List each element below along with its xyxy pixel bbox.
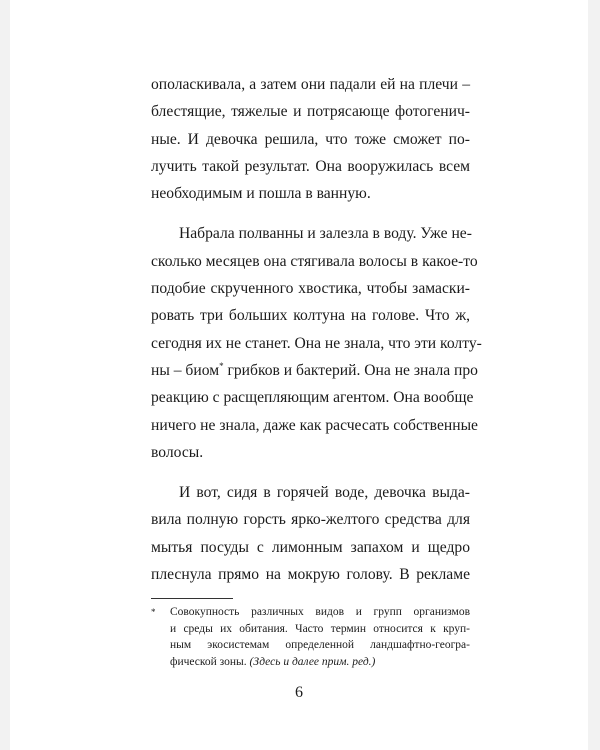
main-text bbox=[151, 71, 482, 588]
footnote-line: Совокупность различных видов и групп организмов bbox=[170, 606, 470, 618]
text-line: ровать три больших колтуна на голове. Что ж, bbox=[151, 307, 470, 325]
text-fragment: ны – биом bbox=[151, 361, 220, 379]
footnote-line bbox=[151, 654, 470, 671]
text-fragment: грибков и бактерий. Она не знала про bbox=[227, 361, 478, 379]
paragraph bbox=[151, 220, 482, 466]
text-line: необходимым и пошла в ванную. bbox=[151, 185, 371, 203]
footnote-line: и среды их обитания. Часто термин относится к круп- bbox=[170, 622, 470, 635]
editor-note: (Здесь и далее прим. ред.) bbox=[249, 655, 376, 668]
footnote bbox=[151, 604, 470, 670]
text-line: Набрала полванны и залезла в воду. Уже не- bbox=[179, 225, 472, 243]
text-line: сегодня их не станет. Она не знала, что эти колту- bbox=[151, 334, 482, 352]
text-line: ничего не знала, даже как расчесать собственные bbox=[151, 416, 478, 434]
paragraph bbox=[151, 479, 470, 588]
text-line: ополаскивала, а затем они падали ей на плечи – bbox=[151, 76, 470, 93]
text-line: реакцию с расщепляющим агентом. Она вообще bbox=[151, 389, 474, 407]
footnote-line: ным экосистемам определенной ландшафтно-геогра- bbox=[170, 639, 470, 651]
text-line: лучить такой результат. Она вооружилась всем bbox=[151, 157, 470, 175]
text-line: И вот, сидя в горячей воде, девочка выда- bbox=[179, 484, 470, 502]
paragraph bbox=[151, 71, 470, 207]
text-line: вила полную горсть ярко-желтого средства для bbox=[151, 511, 470, 529]
page-number: 6 bbox=[295, 684, 303, 701]
text-line bbox=[151, 357, 478, 384]
footnote-reference[interactable]: * bbox=[219, 360, 224, 371]
footnote-divider bbox=[151, 598, 233, 599]
text-line: волосы. bbox=[151, 443, 204, 461]
footnote-marker: * bbox=[151, 607, 156, 617]
text-line: плеснула прямо на мокрую голову. В рекламе bbox=[151, 566, 470, 584]
text-line: подобие скрученного хвостика, чтобы замаски- bbox=[151, 280, 470, 298]
book-page bbox=[10, 0, 588, 750]
text-line: мытья посуды с лимонным запахом и щедро bbox=[151, 538, 470, 556]
text-line: ные. И девочка решила, что тоже сможет по- bbox=[151, 130, 470, 148]
text-line: блестящие, тяжелые и потрясающе фотогенич- bbox=[151, 103, 470, 121]
text-line: сколько месяцев она стягивала волосы в какое-то bbox=[151, 252, 478, 270]
footnote-text: фической зоны. bbox=[170, 655, 247, 668]
